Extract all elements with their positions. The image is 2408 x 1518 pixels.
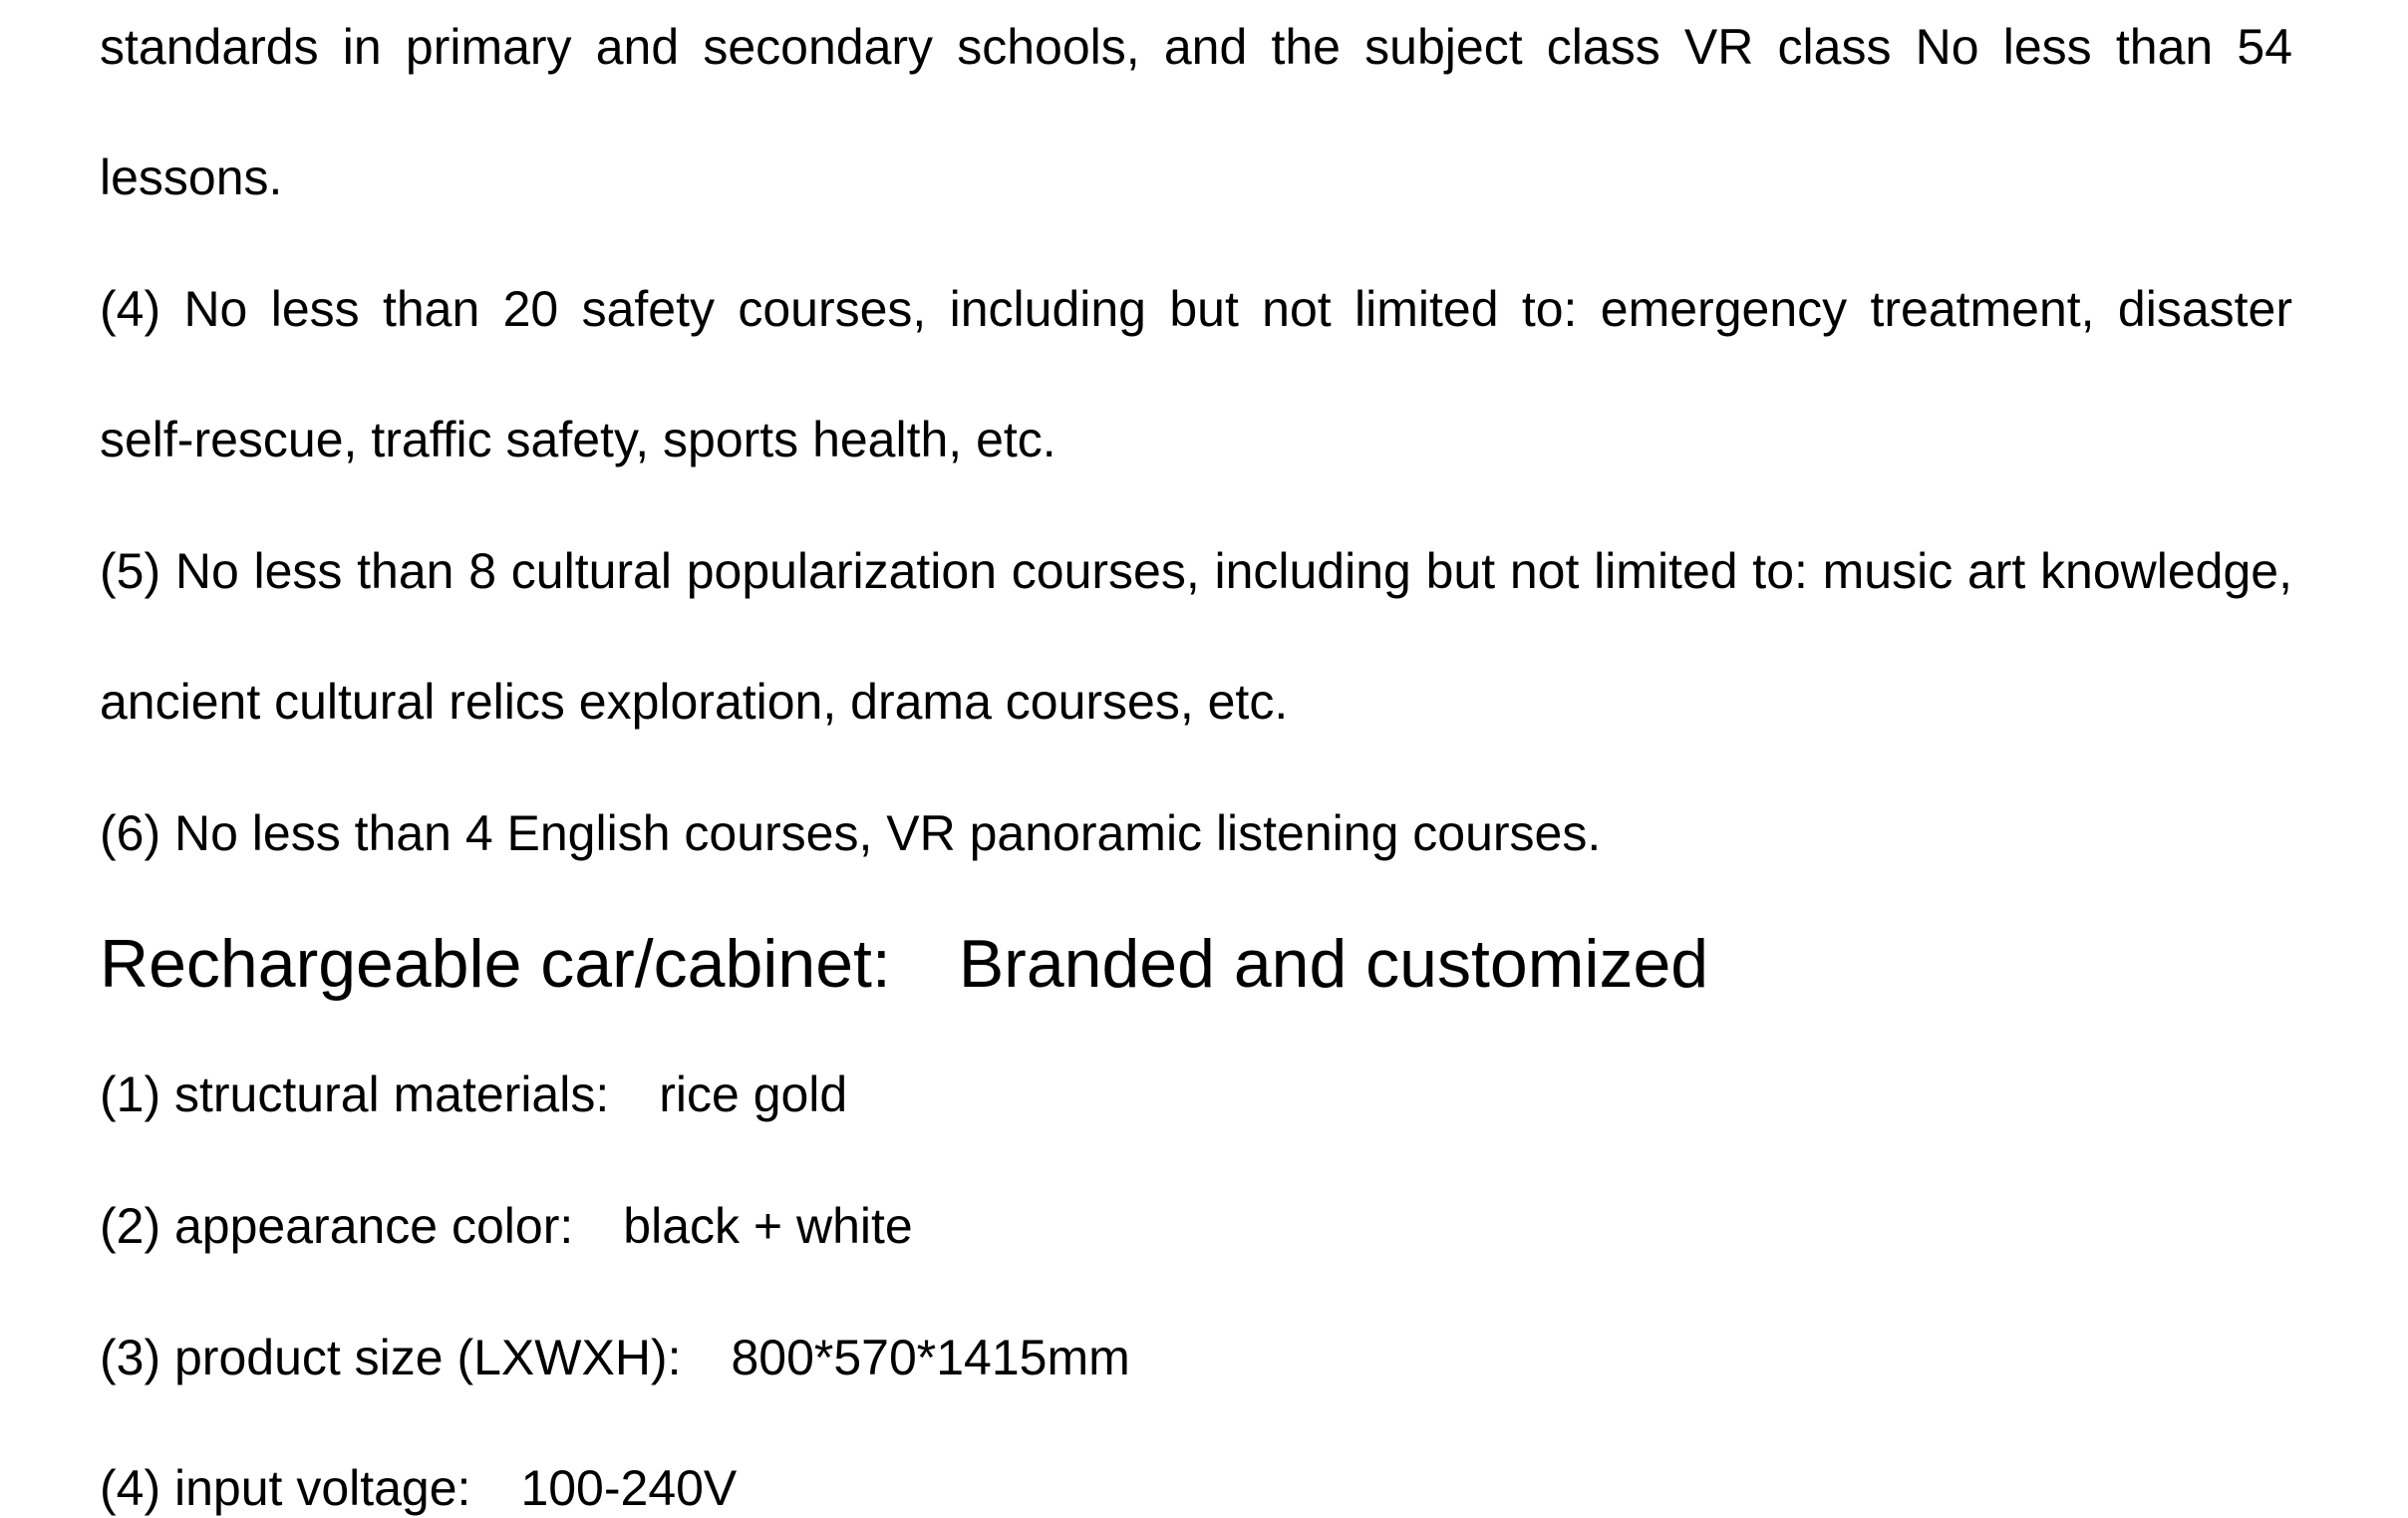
list-item-line: (5) No less than 8 cultural popularization courses, including but not limited to: music art knowledge, (100, 543, 2292, 599)
spec-label: (4) input voltage: (100, 1460, 471, 1516)
spec-label: (1) structural materials: (100, 1066, 610, 1122)
spec-item (100, 1458, 737, 1518)
list-item-line: (4) No less than 20 safety courses, including but not limited to: emergency treatment, disaster (100, 281, 2292, 337)
spec-item (100, 1328, 1130, 1387)
spec-label: (3) product size (LXWXH): (100, 1330, 682, 1385)
list-item-line: ancient cultural relics exploration, drama courses, etc. (100, 674, 1289, 730)
section-heading-label: Rechargeable car/cabinet: (100, 926, 891, 1002)
section-heading (100, 924, 1708, 1004)
list-item-line: self-rescue, traffic safety, sports health, etc. (100, 412, 1056, 467)
spec-value: rice gold (659, 1066, 848, 1122)
section-heading-value: Branded and customized (958, 926, 1709, 1002)
spec-label: (2) appearance color: (100, 1198, 574, 1254)
spec-item (100, 1196, 913, 1256)
spec-item (100, 1064, 847, 1124)
spec-value: 800*570*1415mm (731, 1330, 1130, 1385)
spec-value: black + white (623, 1198, 913, 1254)
spec-value: 100-240V (520, 1460, 738, 1516)
paragraph-line: standards in primary and secondary schools, and the subject class VR class No less than 54 (100, 19, 2292, 75)
paragraph-line: lessons. (100, 150, 283, 205)
list-item-line: (6) No less than 4 English courses, VR panoramic listening courses. (100, 805, 1602, 861)
